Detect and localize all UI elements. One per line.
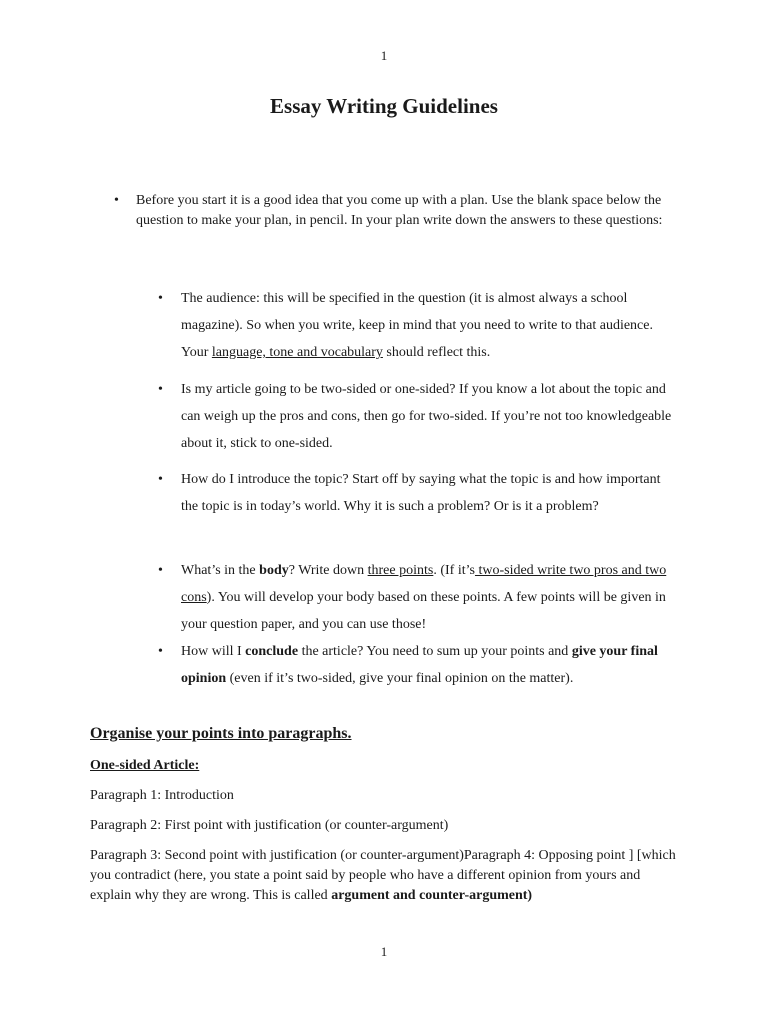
- bullet-dot: •: [158, 291, 163, 306]
- sub-bullet-body: [158, 557, 681, 638]
- section-heading: Organise your points into paragraphs.: [90, 725, 352, 742]
- bullet-dot: •: [158, 382, 163, 397]
- page-number-top: 1: [380, 48, 388, 63]
- paragraph-line: Paragraph 2: First point with justification (or counter-argument): [90, 818, 449, 833]
- sub-bullet-text: What’s in the: [181, 563, 260, 578]
- bullet-dot: •: [114, 193, 119, 208]
- underlined-text: three points: [367, 563, 434, 578]
- sub-bullet-text: Is my article going to be two-sided or one-sided? If you know a lot about the topic and can weigh up the pros and cons, then go for two-sided. If you’re not too knowledgeable about it, stick to one-sided.: [181, 382, 672, 451]
- paragraph-line: [90, 846, 680, 906]
- sub-bullet-text: should reflect this.: [382, 345, 491, 360]
- paragraph-text: Paragraph 3: Second point with justification (or counter-argument)Paragraph 4: Opposing point ] [which you contradict (here, you state a point said by people who have a different opinion from yours and explain why they are wrong. This is called: [90, 848, 676, 903]
- sub-heading: One-sided Article:: [90, 758, 200, 773]
- bullet-dot: •: [158, 644, 163, 659]
- bold-text: argument and counter-argument): [331, 888, 533, 903]
- sub-bullet-conclusion: [158, 638, 681, 692]
- sub-bullet-introduction: [158, 466, 681, 520]
- sub-bullet-text: ). You will develop your body based on these points. A few points will be given in your question paper, and you can use those!: [181, 590, 666, 632]
- document-title: Essay Writing Guidelines: [270, 94, 498, 118]
- sub-bullet-text: . (If it’s: [433, 563, 475, 578]
- bold-text: conclude: [245, 644, 299, 659]
- sub-bullet-text: the article? You need to sum up your points and: [298, 644, 572, 659]
- sub-bullet-text: The audience: this will be specified in the question (it is almost always a school magazine). So when you write, keep in mind that you need to write to that audience. Your: [181, 291, 653, 360]
- sub-bullet-text: ? Write down: [288, 563, 368, 578]
- bold-text: give your final opinion: [181, 644, 658, 686]
- paragraph-line: Paragraph 1: Introduction: [90, 788, 234, 803]
- bullet-dot: •: [158, 472, 163, 487]
- underlined-text: two-sided write two pros and two cons: [181, 563, 667, 605]
- main-bullet-text: Before you start it is a good idea that you come up with a plan. Use the blank space below the question to make your plan, in pencil. In your plan write down the answers to these questions:: [136, 193, 663, 228]
- sub-bullet-sides: [158, 376, 681, 457]
- main-bullet: [114, 191, 676, 231]
- bullet-dot: •: [158, 563, 163, 578]
- bold-text: body: [259, 563, 289, 578]
- sub-bullet-text: How will I: [181, 644, 246, 659]
- sub-bullet-audience: [158, 285, 681, 366]
- page-number-bottom: 1: [380, 944, 388, 959]
- sub-bullet-text: (even if it’s two-sided, give your final opinion on the matter).: [226, 671, 574, 686]
- sub-bullet-text: How do I introduce the topic? Start off by saying what the topic is and how important the topic is in today’s world. Why it is such a problem? Or is it a problem?: [181, 472, 661, 514]
- underlined-text: language, tone and vocabulary: [211, 345, 383, 360]
